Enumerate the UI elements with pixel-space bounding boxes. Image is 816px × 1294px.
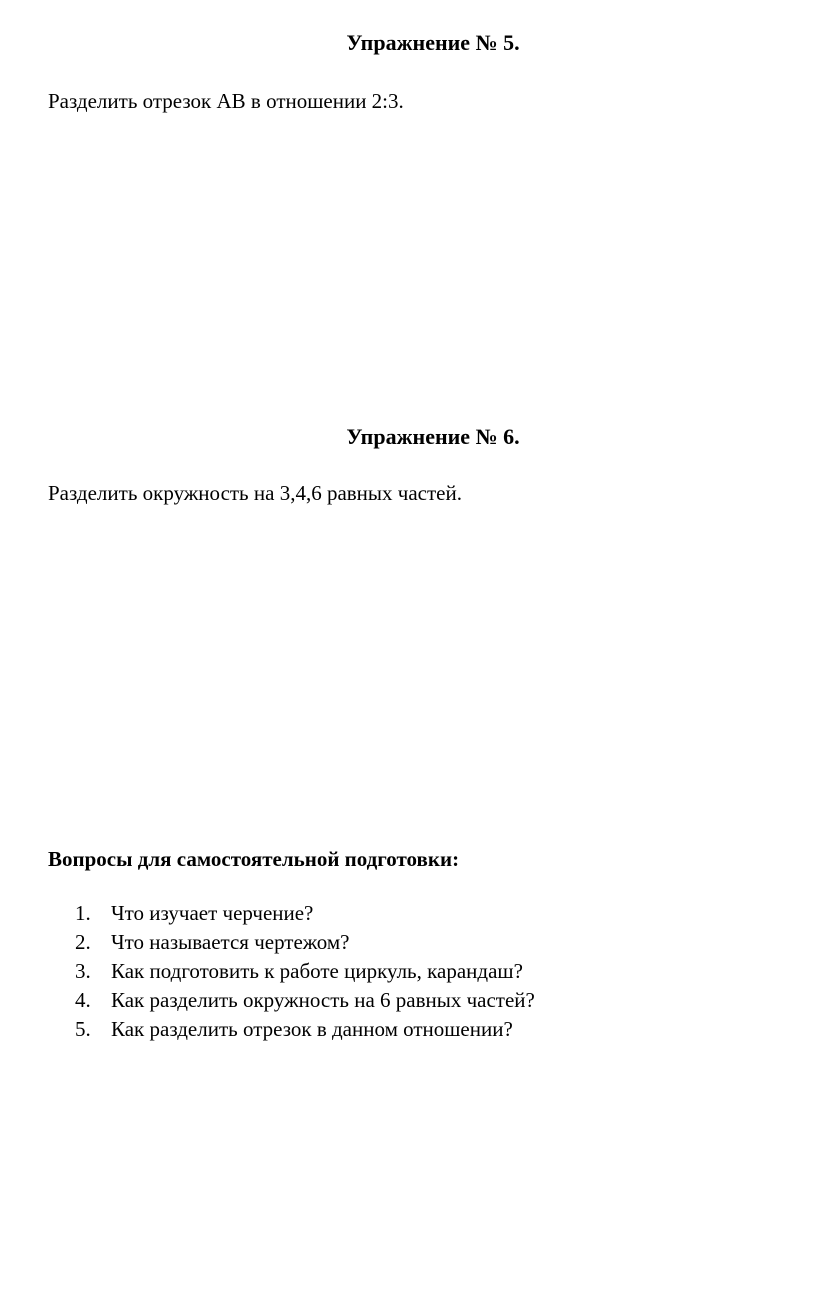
list-item-number: 2. <box>75 930 91 954</box>
exercise-6-title: Упражнение № 6. <box>346 424 520 449</box>
exercise-5-title: Упражнение № 5. <box>346 30 520 55</box>
list-item-text: Что изучает черчение? <box>111 901 314 925</box>
questions-title: Вопросы для самостоятельной подготовки: <box>48 847 460 871</box>
exercise-6-task: Разделить окружность на 3,4,6 равных частей. <box>48 481 462 505</box>
list-item-number: 1. <box>75 901 91 925</box>
exercise-5-task: Разделить отрезок АВ в отношении 2:3. <box>48 89 404 113</box>
list-item-text: Что называется чертежом? <box>111 930 350 954</box>
list-item-number: 5. <box>75 1017 91 1041</box>
list-item-number: 3. <box>75 959 91 983</box>
list-item-text: Как разделить отрезок в данном отношении? <box>111 1017 513 1041</box>
list-item-text: Как разделить окружность на 6 равных частей? <box>111 988 535 1012</box>
list-item-number: 4. <box>75 988 91 1012</box>
list-item-text: Как подготовить к работе циркуль, карандаш? <box>111 959 523 983</box>
